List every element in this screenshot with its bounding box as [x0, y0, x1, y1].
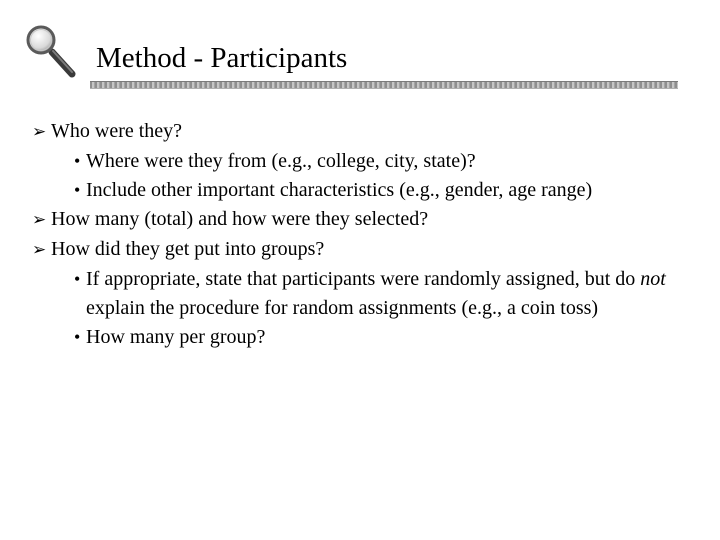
round-bullet-icon: •: [74, 327, 81, 347]
round-bullet-icon: •: [74, 151, 81, 171]
bullet-text-before: If appropriate, state that participants were randomly assigned, but do: [86, 268, 641, 290]
bullet-text: [86, 265, 702, 323]
bullet-text: Include other important characteristics (e.g., gender, age range): [86, 179, 593, 201]
round-bullet-icon: •: [74, 180, 81, 200]
bullet-l2: [74, 265, 702, 323]
bullet-l1: [32, 205, 702, 235]
bullet-text: How many (total) and how were they selected?: [51, 208, 429, 230]
bullet-text: How did they get put into groups?: [51, 238, 325, 260]
slide-title: Method - Participants: [96, 42, 348, 74]
slide-content: [32, 117, 702, 352]
bullet-l1: [32, 117, 702, 147]
bullet-l1: [32, 235, 702, 265]
magnifying-glass-icon: [22, 22, 82, 82]
bullet-l2: [74, 323, 702, 352]
arrow-bullet-icon: ➢: [32, 240, 47, 260]
arrow-bullet-icon: ➢: [32, 210, 47, 230]
bullet-l2: [74, 176, 702, 205]
title-divider: [90, 81, 678, 89]
bullet-text: Where were they from (e.g., college, city, state)?: [86, 150, 476, 172]
bullet-text-emphasis: not: [640, 268, 666, 290]
bullet-text: How many per group?: [86, 326, 266, 348]
bullet-text: Who were they?: [51, 120, 183, 142]
arrow-bullet-icon: ➢: [32, 122, 47, 142]
bullet-l2: [74, 147, 702, 176]
bullet-text-after: explain the procedure for random assignments (e.g., a coin toss): [86, 297, 599, 319]
round-bullet-icon: •: [74, 269, 81, 289]
